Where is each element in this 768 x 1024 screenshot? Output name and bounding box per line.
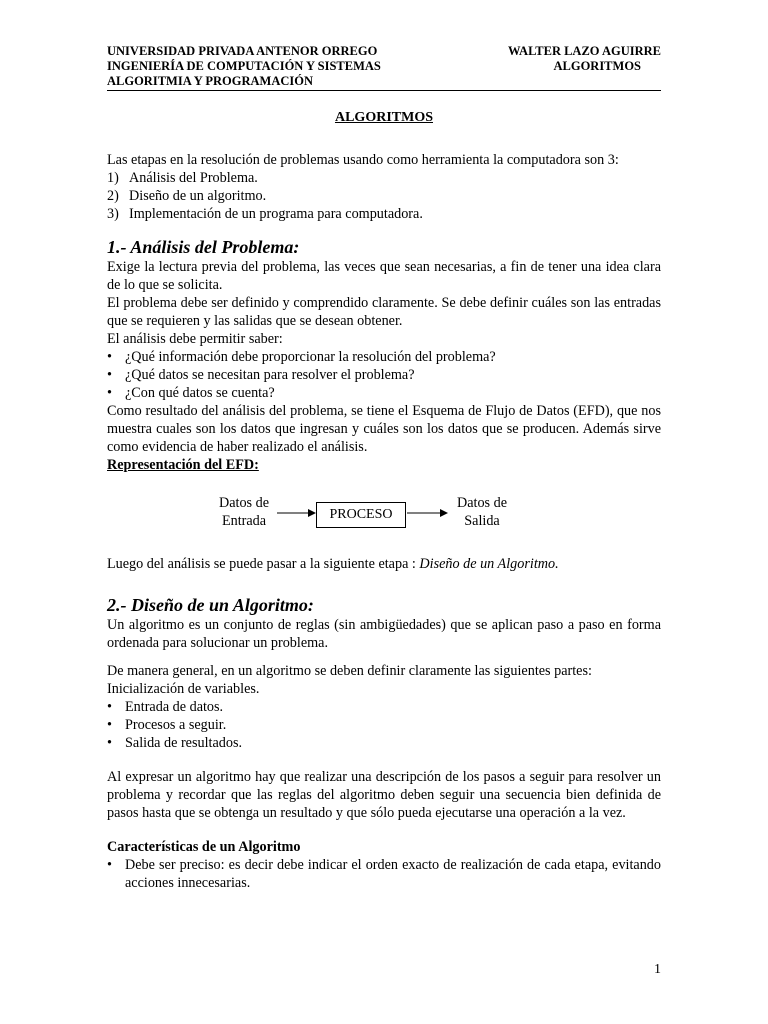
section-heading: 2.- Diseño de un Algoritmo:	[107, 595, 314, 615]
spacer	[107, 822, 661, 838]
efd-output-label	[448, 494, 516, 530]
header-author: WALTER LAZO AGUIRRE	[507, 44, 661, 58]
header-left	[107, 44, 381, 89]
bullet-text: Procesos a seguir.	[125, 717, 227, 733]
efd-output-line: Datos de	[456, 495, 508, 511]
paragraph: El análisis debe permitir saber:	[107, 331, 283, 347]
intro-item-number: 2)	[107, 188, 119, 204]
paragraph: Exige la lectura previa del problema, las veces que sean necesarias, a fin de tener una idea clara de lo que se solicita.	[107, 259, 661, 293]
bullet-item	[107, 348, 661, 366]
bullet-marker: •	[107, 857, 112, 873]
bullet-marker: •	[107, 349, 112, 365]
intro-item-text: Implementación de un programa para computadora.	[129, 206, 423, 222]
spacer	[107, 752, 661, 768]
bullet-text: Salida de resultados.	[125, 735, 243, 751]
bullet-marker: •	[107, 717, 112, 733]
bullet-item	[107, 384, 661, 402]
paragraph: Al expresar un algoritmo hay que realizar una descripción de los pasos a seguir para resolver un problema y recordar que las reglas del algoritmo deben seguir una secuencia bien definida de pasos hasta que se obtenga un resultado y que sólo pueda ejecutarse una operación a la vez.	[107, 769, 661, 821]
paragraph: Como resultado del análisis del problema, se tiene el Esquema de Flujo de Datos (EFD), que nos muestra cuales son los datos que ingresan y cuáles son los datos que se producen. Además sirve como evidencia de haber realizado el análisis.	[107, 403, 661, 455]
bullet-item	[107, 856, 661, 892]
intro-text: Las etapas en la resolución de problemas usando como herramienta la computadora son 3:	[107, 152, 619, 168]
intro-item-number: 3)	[107, 206, 119, 222]
transition-emphasis: Diseño de un Algoritmo.	[419, 556, 559, 572]
bullet-marker: •	[107, 367, 112, 383]
bullet-text: ¿Qué información debe proporcionar la resolución del problema?	[125, 349, 496, 365]
transition-text: Luego del análisis se puede pasar a la siguiente etapa :	[107, 556, 420, 572]
efd-input-label	[212, 494, 276, 530]
bullet-text: Debe ser preciso: es decir debe indicar el orden exacto de realización de cada etapa, evitando acciones innecesarias.	[125, 857, 661, 891]
characteristics-heading: Características de un Algoritmo	[107, 839, 301, 855]
bullet-text: ¿Qué datos se necesitan para resolver el problema?	[125, 367, 415, 383]
bullet-marker: •	[107, 699, 112, 715]
efd-output-line: Salida	[464, 513, 500, 529]
efd-input-line: Entrada	[221, 513, 267, 529]
page-title: ALGORITMOS	[334, 110, 433, 125]
header-course: ALGORITMIA Y PROGRAMACIÓN	[107, 74, 314, 88]
bullet-text: ¿Con qué datos se cuenta?	[125, 385, 275, 401]
bullet-item	[107, 698, 661, 716]
efd-process-box	[316, 502, 406, 528]
header-topic: ALGORITMOS	[553, 59, 641, 73]
header-university: UNIVERSIDAD PRIVADA ANTENOR ORREGO	[107, 44, 378, 58]
bullet-marker: •	[107, 385, 112, 401]
bullet-item	[107, 366, 661, 384]
bullet-marker: •	[107, 735, 112, 751]
intro-item-text: Diseño de un algoritmo.	[129, 188, 267, 204]
bullet-item	[107, 734, 661, 752]
section-analysis	[107, 236, 661, 474]
efd-process-label: PROCESO	[329, 507, 393, 522]
paragraph: Inicialización de variables.	[107, 681, 260, 697]
bullet-item	[107, 716, 661, 734]
intro-item	[107, 205, 661, 223]
spacer	[107, 652, 661, 662]
efd-heading: Representación del EFD:	[107, 457, 259, 473]
paragraph: Un algoritmo es un conjunto de reglas (sin ambigüedades) que se aplican paso a paso en forma ordenada para solucionar un problema.	[107, 617, 661, 651]
intro-item-text: Análisis del Problema.	[129, 170, 258, 186]
efd-input-line: Datos de	[218, 495, 270, 511]
header-faculty: INGENIERÍA DE COMPUTACIÓN Y SISTEMAS	[107, 59, 381, 73]
intro-item	[107, 187, 661, 205]
page-number: 1	[654, 962, 661, 977]
section-heading: 1.- Análisis del Problema:	[107, 237, 300, 257]
paragraph: De manera general, en un algoritmo se deben definir claramente las siguientes partes:	[107, 663, 592, 679]
intro-item	[107, 169, 661, 187]
section-design	[107, 594, 661, 892]
header-divider	[107, 90, 661, 91]
bullet-text: Entrada de datos.	[125, 699, 224, 715]
intro-section	[107, 151, 661, 223]
paragraph: El problema debe ser definido y comprendido claramente. Se debe definir cuáles son las entradas que se requieren y las salidas que se desean obtener.	[107, 295, 661, 329]
transition-paragraph	[107, 555, 661, 573]
intro-item-number: 1)	[107, 170, 119, 186]
